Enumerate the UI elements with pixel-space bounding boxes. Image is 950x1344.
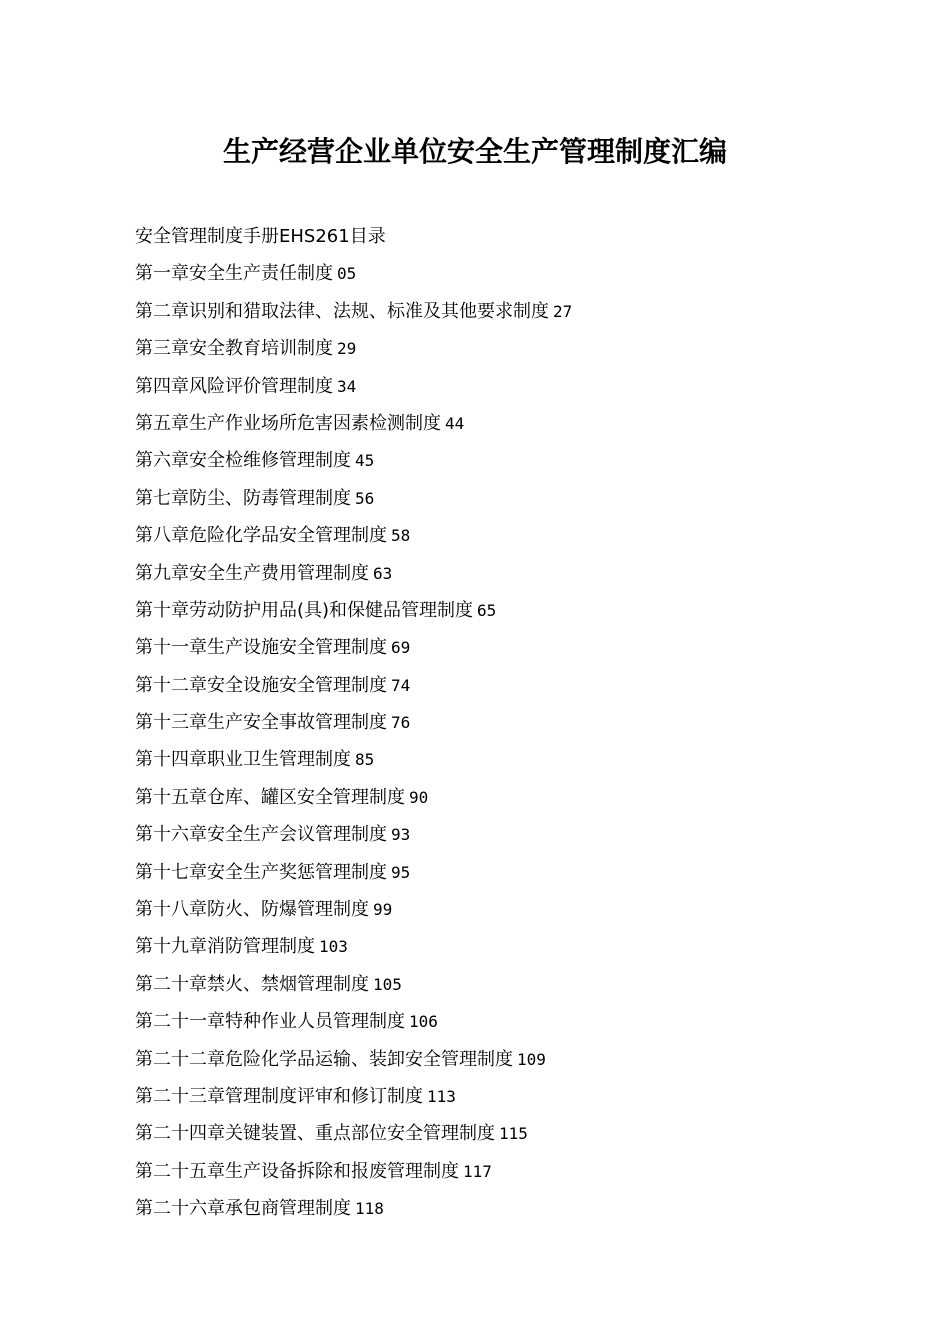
toc-entry-title: 第十九章消防管理制度	[135, 936, 315, 958]
toc-entry-page-number: 109	[517, 1049, 546, 1069]
toc-entry	[135, 297, 855, 334]
toc-entry	[135, 484, 855, 521]
toc-entry	[135, 409, 855, 446]
toc-entry-title: 第二十一章特种作业人员管理制度	[135, 1011, 405, 1033]
toc-entry	[135, 1157, 855, 1194]
toc-entry	[135, 521, 855, 558]
toc-entry	[135, 820, 855, 857]
toc-entry-title: 第七章防尘、防毒管理制度	[135, 487, 351, 509]
toc-entry-page-number: 115	[499, 1124, 528, 1144]
toc-entry-title: 第十四章职业卫生管理制度	[135, 749, 351, 771]
table-of-contents	[135, 222, 855, 1232]
toc-entry-page-number: 95	[391, 862, 411, 882]
toc-entry-title: 第二十章禁火、禁烟管理制度	[135, 973, 369, 995]
toc-entry	[135, 783, 855, 820]
toc-entry-title: 第九章安全生产费用管理制度	[135, 562, 369, 584]
toc-entry-title: 第十五章仓库、罐区安全管理制度	[135, 786, 405, 808]
toc-entry-page-number: 93	[391, 825, 411, 845]
toc-entry	[135, 858, 855, 895]
toc-entry-title: 第八章危险化学品安全管理制度	[135, 525, 387, 547]
toc-entry-title: 第十八章防火、防爆管理制度	[135, 899, 369, 921]
toc-entry-title: 第二十三章管理制度评审和修订制度	[135, 1085, 423, 1107]
toc-entry-page-number: 44	[445, 413, 465, 433]
toc-entry-page-number: 117	[463, 1161, 492, 1181]
toc-entry-page-number: 103	[319, 937, 348, 957]
toc-entry	[135, 745, 855, 782]
toc-entry	[135, 559, 855, 596]
toc-entry-title: 第四章风险评价管理制度	[135, 375, 333, 397]
toc-entry-title: 第三章安全教育培训制度	[135, 338, 333, 360]
toc-entry-title: 第二十四章关键装置、重点部位安全管理制度	[135, 1123, 495, 1145]
toc-entry-page-number: 29	[337, 339, 357, 359]
toc-entry-title: 第十章劳动防护用品(具)和保健品管理制度	[135, 599, 474, 621]
toc-entry	[135, 596, 855, 633]
toc-entry-page-number: 99	[373, 900, 393, 920]
toc-entry	[135, 895, 855, 932]
toc-entry-page-number: 106	[409, 1012, 438, 1032]
toc-entry-page-number: 45	[355, 451, 375, 471]
toc-entry	[135, 334, 855, 371]
toc-entry-title: 第十一章生产设施安全管理制度	[135, 637, 387, 659]
toc-entry	[135, 1082, 855, 1119]
toc-entry	[135, 671, 855, 708]
toc-entry-page-number: 105	[373, 974, 402, 994]
toc-entry-title: 第十六章安全生产会议管理制度	[135, 824, 387, 846]
toc-entry-title: 第十二章安全设施安全管理制度	[135, 674, 387, 696]
toc-entry-page-number: 65	[477, 600, 497, 620]
toc-entry-page-number: 69	[391, 638, 411, 658]
toc-entry	[135, 633, 855, 670]
toc-entry	[135, 708, 855, 745]
toc-entry-page-number: 27	[553, 301, 573, 321]
toc-entry-page-number: 76	[391, 713, 411, 733]
toc-entry-title: 安全管理制度手册EHS261目录	[135, 226, 386, 247]
toc-entry	[135, 446, 855, 483]
toc-entry-title: 第二十五章生产设备拆除和报废管理制度	[135, 1160, 459, 1182]
toc-entry-page-number: 34	[337, 376, 357, 396]
toc-entry-title: 第六章安全检维修管理制度	[135, 450, 351, 472]
toc-entry	[135, 1007, 855, 1044]
toc-entry-page-number: 74	[391, 675, 411, 695]
toc-entry-page-number: 113	[427, 1086, 456, 1106]
toc-entry	[135, 259, 855, 296]
toc-entry-title: 第二章识别和猎取法律、法规、标准及其他要求制度	[135, 300, 549, 322]
toc-entry	[135, 932, 855, 969]
toc-entry-page-number: 56	[355, 488, 375, 508]
toc-entry-page-number: 58	[391, 526, 411, 546]
toc-entry	[135, 1194, 855, 1231]
toc-entry	[135, 1045, 855, 1082]
document-title: 生产经营企业单位安全生产管理制度汇编	[222, 135, 727, 168]
toc-entry	[135, 970, 855, 1007]
toc-entry-title: 第一章安全生产责任制度	[135, 263, 333, 285]
toc-entry-page-number: 05	[337, 264, 357, 284]
toc-entry-title: 第十三章生产安全事故管理制度	[135, 712, 387, 734]
toc-entry-title: 第二十二章危险化学品运输、装卸安全管理制度	[135, 1048, 513, 1070]
toc-entry-page-number: 118	[355, 1199, 384, 1219]
toc-entry-title: 第五章生产作业场所危害因素检测制度	[135, 412, 441, 434]
toc-entry-page-number: 63	[373, 563, 393, 583]
toc-entry	[135, 372, 855, 409]
toc-entry-title: 第二十六章承包商管理制度	[135, 1198, 351, 1220]
toc-entry	[135, 1119, 855, 1156]
toc-entry	[135, 222, 855, 259]
toc-entry-title: 第十七章安全生产奖惩管理制度	[135, 861, 387, 883]
toc-entry-page-number: 90	[409, 787, 429, 807]
toc-entry-page-number: 85	[355, 750, 375, 770]
